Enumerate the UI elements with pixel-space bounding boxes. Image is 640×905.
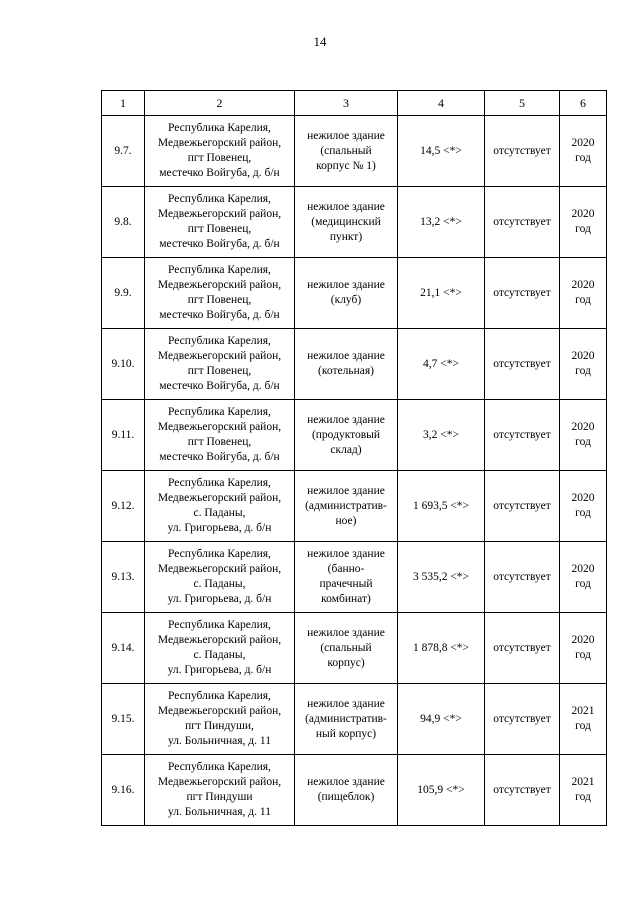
building-type-cell — [295, 329, 398, 400]
row-number: 9.9. — [102, 258, 145, 329]
area-cell: 4,7 <*> — [398, 329, 485, 400]
year-cell — [560, 187, 607, 258]
year-unit: год — [575, 578, 591, 590]
row-number: 9.14. — [102, 613, 145, 684]
address-line: Республика Карелия, — [168, 619, 271, 631]
header-cell: 5 — [485, 91, 560, 116]
address-line: Республика Карелия, — [168, 690, 271, 702]
year-cell — [560, 258, 607, 329]
type-line: комбинат) — [321, 593, 371, 605]
year-value: 2021 — [571, 705, 595, 717]
address-line: Медвежьегорский район, — [157, 563, 282, 575]
address-line: с. Паданы, — [193, 578, 246, 590]
year-unit: год — [575, 152, 591, 164]
status-cell: отсутствует — [485, 116, 560, 187]
status-cell: отсутствует — [485, 542, 560, 613]
building-type-cell — [295, 258, 398, 329]
address-line: пгт Повенец, — [187, 294, 252, 306]
address-line: пгт Повенец, — [187, 152, 252, 164]
type-line: (котельная) — [318, 365, 374, 377]
type-line: (банно- — [327, 563, 365, 575]
address-line: Медвежьегорский район, — [157, 350, 282, 362]
year-unit: год — [575, 720, 591, 732]
row-number: 9.8. — [102, 187, 145, 258]
type-line: нежилое здание — [307, 697, 385, 710]
address-cell — [145, 542, 295, 613]
address-line: Республика Карелия, — [168, 264, 271, 276]
address-cell — [145, 613, 295, 684]
address-line: Медвежьегорский район, — [157, 208, 282, 220]
building-type-cell — [295, 684, 398, 755]
row-number: 9.13. — [102, 542, 145, 613]
address-line: Республика Карелия, — [168, 193, 271, 205]
year-cell — [560, 471, 607, 542]
type-line: нежилое здание — [307, 776, 385, 788]
year-value: 2020 — [571, 421, 595, 433]
type-line: нежилое здание — [307, 626, 385, 639]
row-number: 9.7. — [102, 116, 145, 187]
address-line: Республика Карелия, — [168, 761, 271, 773]
row-number: 9.11. — [102, 400, 145, 471]
status-cell: отсутствует — [485, 755, 560, 826]
header-cell: 2 — [145, 91, 295, 116]
year-value: 2020 — [571, 350, 595, 362]
year-cell — [560, 755, 607, 826]
area-cell: 94,9 <*> — [398, 684, 485, 755]
type-line: прачечный — [319, 578, 373, 590]
status-cell: отсутствует — [485, 258, 560, 329]
area-cell: 1 693,5 <*> — [398, 471, 485, 542]
type-line: корпус) — [327, 656, 365, 669]
row-number: 9.15. — [102, 684, 145, 755]
address-line: Медвежьегорский район, — [157, 492, 282, 504]
type-line: ный корпус) — [315, 727, 377, 740]
table-header-row — [102, 91, 607, 116]
year-value: 2020 — [571, 208, 595, 220]
type-line: нежилое здание — [307, 413, 385, 426]
address-line: Республика Карелия, — [168, 335, 271, 347]
address-line: пгт Повенец, — [187, 365, 252, 377]
year-cell — [560, 116, 607, 187]
area-cell: 1 878,8 <*> — [398, 613, 485, 684]
building-type-cell — [295, 542, 398, 613]
table-row — [102, 400, 607, 471]
building-type-cell — [295, 400, 398, 471]
year-unit: год — [575, 649, 591, 661]
status-cell: отсутствует — [485, 684, 560, 755]
type-line: (медицинский — [311, 215, 381, 228]
type-line: нежилое здание — [307, 200, 385, 213]
type-line: (спальный — [320, 641, 372, 654]
table-row — [102, 542, 607, 613]
header-cell: 6 — [560, 91, 607, 116]
table-row — [102, 329, 607, 400]
status-cell: отсутствует — [485, 187, 560, 258]
page-number: 14 — [313, 34, 327, 49]
year-value: 2020 — [571, 634, 595, 646]
table-row — [102, 613, 607, 684]
address-line: местечко Войгуба, д. б/н — [159, 167, 280, 179]
type-line: нежилое здание — [307, 548, 385, 560]
area-cell: 14,5 <*> — [398, 116, 485, 187]
area-cell: 105,9 <*> — [398, 755, 485, 826]
building-type-cell — [295, 613, 398, 684]
address-line: местечко Войгуба, д. б/н — [159, 238, 280, 250]
address-line: Республика Карелия, — [168, 477, 271, 489]
type-line: (пищеблок) — [317, 791, 375, 803]
address-line: местечко Войгуба, д. б/н — [159, 309, 280, 321]
address-line: Медвежьегорский район, — [157, 705, 282, 717]
status-cell: отсутствует — [485, 613, 560, 684]
address-line: ул. Григорьева, д. б/н — [167, 593, 272, 605]
year-cell — [560, 684, 607, 755]
address-line: Медвежьегорский район, — [157, 421, 282, 433]
type-line: нежилое здание — [307, 350, 385, 362]
address-line: пгт Пиндуши, — [185, 720, 254, 732]
address-cell — [145, 684, 295, 755]
address-cell — [145, 400, 295, 471]
year-unit: год — [575, 294, 591, 306]
address-cell — [145, 258, 295, 329]
address-line: ул. Григорьева, д. б/н — [167, 664, 272, 676]
year-unit: год — [575, 507, 591, 519]
type-line: (административ- — [305, 712, 387, 725]
address-line: Республика Карелия, — [168, 122, 271, 134]
year-cell — [560, 400, 607, 471]
address-line: ул. Григорьева, д. б/н — [167, 522, 272, 534]
address-line: местечко Войгуба, д. б/н — [159, 380, 280, 392]
type-line: ное) — [335, 514, 357, 527]
property-table — [101, 90, 607, 826]
year-value: 2020 — [571, 492, 595, 504]
address-line: ул. Больничная, д. 11 — [168, 806, 271, 818]
type-line: нежилое здание — [307, 279, 385, 291]
type-line: корпус № 1) — [316, 159, 376, 172]
address-line: Республика Карелия, — [168, 406, 271, 418]
building-type-cell — [295, 471, 398, 542]
table-row — [102, 471, 607, 542]
address-line: ул. Больничная, д. 11 — [168, 735, 271, 747]
header-cell: 3 — [295, 91, 398, 116]
year-unit: год — [575, 365, 591, 377]
address-line: Медвежьегорский район, — [157, 279, 282, 291]
building-type-cell — [295, 187, 398, 258]
type-line: (клуб) — [330, 294, 362, 306]
address-line: Медвежьегорский район, — [157, 776, 282, 788]
table-row — [102, 755, 607, 826]
year-value: 2020 — [571, 279, 595, 291]
row-number: 9.12. — [102, 471, 145, 542]
address-cell — [145, 471, 295, 542]
status-cell: отсутствует — [485, 329, 560, 400]
table-row — [102, 187, 607, 258]
row-number: 9.16. — [102, 755, 145, 826]
header-cell: 1 — [102, 91, 145, 116]
address-line: Медвежьегорский район, — [157, 634, 282, 646]
year-cell — [560, 542, 607, 613]
type-line: нежилое здание — [307, 484, 385, 497]
type-line: (административ- — [305, 499, 387, 512]
building-type-cell — [295, 755, 398, 826]
year-value: 2020 — [571, 563, 595, 575]
area-cell: 3 535,2 <*> — [398, 542, 485, 613]
address-cell — [145, 116, 295, 187]
address-line: Медвежьегорский район, — [157, 137, 282, 149]
row-number: 9.10. — [102, 329, 145, 400]
address-line: пгт Повенец, — [187, 436, 252, 448]
header-cell: 4 — [398, 91, 485, 116]
table-row — [102, 684, 607, 755]
address-line: с. Паданы, — [193, 649, 246, 661]
year-cell — [560, 329, 607, 400]
table-row — [102, 258, 607, 329]
type-line: пункт) — [329, 230, 363, 243]
year-value: 2021 — [571, 776, 595, 788]
area-cell: 13,2 <*> — [398, 187, 485, 258]
address-line: Республика Карелия, — [168, 548, 271, 560]
status-cell: отсутствует — [485, 471, 560, 542]
type-line: склад) — [330, 443, 362, 456]
address-cell — [145, 755, 295, 826]
year-value: 2020 — [571, 137, 595, 149]
address-cell — [145, 187, 295, 258]
type-line: (спальный — [320, 144, 372, 157]
status-cell: отсутствует — [485, 400, 560, 471]
address-line: с. Паданы, — [193, 507, 246, 519]
area-cell: 21,1 <*> — [398, 258, 485, 329]
address-line: местечко Войгуба, д. б/н — [159, 451, 280, 463]
address-cell — [145, 329, 295, 400]
year-cell — [560, 613, 607, 684]
table-row — [102, 116, 607, 187]
year-unit: год — [575, 436, 591, 448]
address-line: пгт Повенец, — [187, 223, 252, 235]
year-unit: год — [575, 791, 591, 803]
area-cell: 3,2 <*> — [398, 400, 485, 471]
building-type-cell — [295, 116, 398, 187]
year-unit: год — [575, 223, 591, 235]
type-line: нежилое здание — [307, 129, 385, 142]
address-line: пгт Пиндуши — [186, 791, 253, 803]
type-line: (продуктовый — [311, 428, 381, 441]
